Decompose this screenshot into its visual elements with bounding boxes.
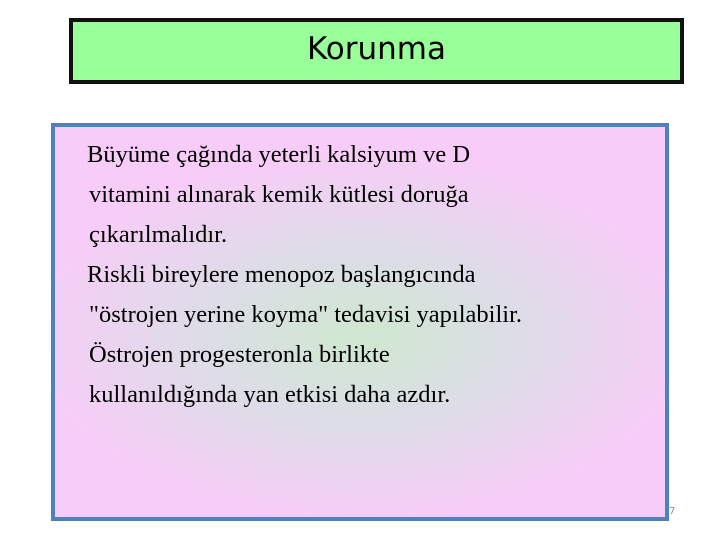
paragraph-line: "östrojen yerine koyma" tedavisi yapılabilir. bbox=[89, 301, 522, 328]
title-box bbox=[69, 18, 684, 84]
paragraph-line: Östrojen progesteronla birlikte bbox=[89, 341, 390, 368]
paragraph-line: vitamini alınarak kemik kütlesi doruğa bbox=[89, 181, 469, 208]
paragraph bbox=[89, 255, 664, 415]
paragraph-line: Büyüme çağında yeterli kalsiyum ve D bbox=[87, 141, 471, 168]
paragraph-line: kullanıldığında yan etkisi daha azdır. bbox=[89, 381, 451, 408]
paragraph bbox=[89, 135, 664, 255]
slide-title: Korunma bbox=[307, 31, 446, 67]
content-box bbox=[51, 123, 669, 521]
paragraph-line: çıkarılmalıdır. bbox=[89, 221, 228, 248]
slide-number: 7 bbox=[669, 506, 676, 517]
paragraph-line: Riskli bireylere menopoz başlangıcında bbox=[87, 261, 476, 288]
